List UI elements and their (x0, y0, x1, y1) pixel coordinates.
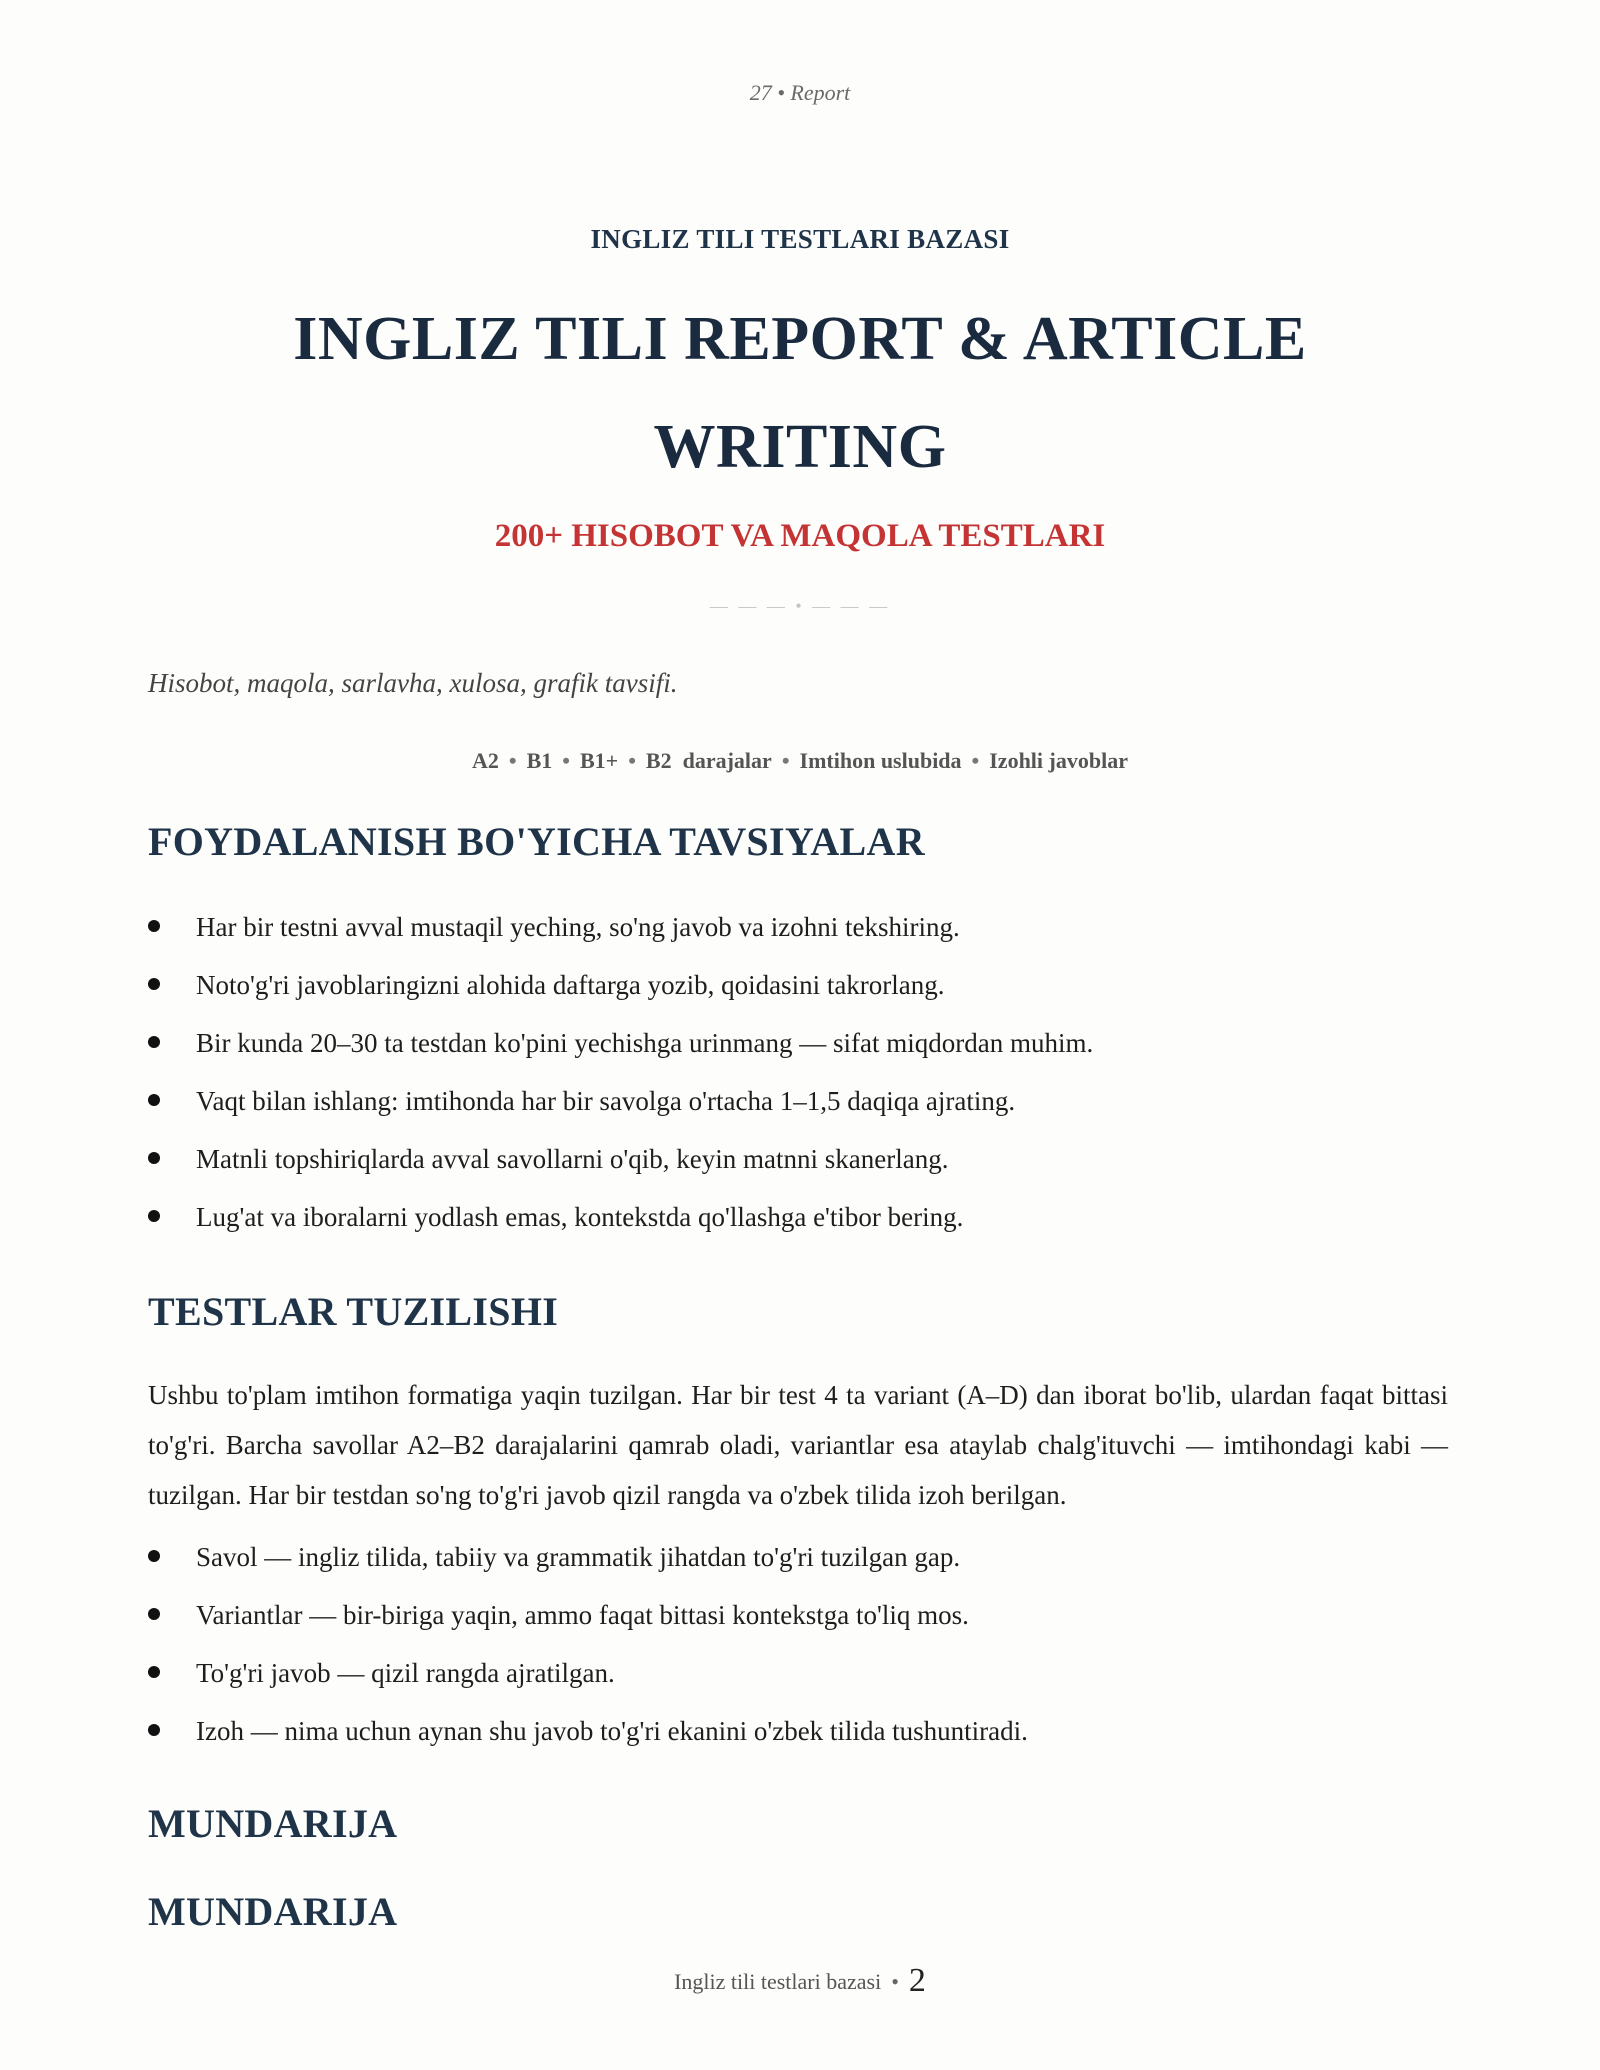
list-item (148, 1528, 1458, 1586)
meta-item: B1+ (580, 748, 619, 773)
section-heading-contents: MUNDARIJA (148, 1801, 398, 1846)
list-item-text: Lug'at va iboralarni yodlash emas, kontekstda qo'llashga e'tibor bering. (196, 1202, 964, 1232)
bullet-icon (148, 1152, 160, 1164)
cover-kicker: INGLIZ TILI TESTLARI BAZASI (590, 224, 1010, 254)
ornament-divider: — — — • — — — (709, 596, 891, 616)
meta-item: Izohli javoblar (989, 748, 1128, 773)
bullet-icon (148, 1608, 160, 1620)
bullet-icon (148, 920, 160, 932)
structure-list (148, 1528, 1458, 1760)
list-item-text: Matnli topshiriqlarda avval savollarni o'qib, keyin matnni skanerlang. (196, 1144, 949, 1174)
list-item (148, 1188, 1458, 1246)
section-heading-contents-repeat: MUNDARIJA (148, 1889, 398, 1934)
meta-separator: • (781, 748, 790, 773)
footer-separator: • (891, 1969, 899, 1994)
meta-separator: • (971, 748, 980, 773)
section-heading-structure: TESTLAR TUZILISHI (148, 1289, 559, 1334)
meta-item: Imtihon uslubida (799, 748, 962, 773)
list-item (148, 1130, 1458, 1188)
meta-item: A2 (472, 748, 499, 773)
meta-item: B1 (526, 748, 553, 773)
page-footer (0, 1962, 1600, 2000)
list-item-text: Izoh — nima uchun aynan shu javob to'g'ri ekanini o'zbek tilida tushuntiradi. (196, 1716, 1028, 1746)
lead-text: Hisobot, maqola, sarlavha, xulosa, grafik tavsifi. (148, 668, 678, 698)
list-item-text: To'g'ri javob — qizil rangda ajratilgan. (196, 1658, 615, 1688)
list-item (148, 1702, 1458, 1760)
list-item (148, 956, 1458, 1014)
list-item-text: Savol — ingliz tilida, tabiiy va grammatik jihatdan to'g'ri tuzilgan gap. (196, 1542, 961, 1572)
list-item-text: Noto'g'ri javoblaringizni alohida daftarga yozib, qoidasini takrorlang. (196, 970, 945, 1000)
cover-subtitle: 200+ HISOBOT VA MAQOLA TESTLARI (494, 518, 1106, 554)
structure-paragraph: Ushbu to'plam imtihon formatiga yaqin tuzilgan. Har bir test 4 ta variant (A–D) dan iborat bo'lib, ulardan faqat bittasi to'g'ri. Barcha savollar A2–B2 darajalarini qamrab oladi, variantlar esa ataylab chalg'ituvchi — imtihondagi kabi — tuzilgan. Har bir testdan so'ng to'g'ri javob qizil rangda va o'zbek tilida izoh berilgan. (148, 1380, 1448, 1510)
bullet-icon (148, 1094, 160, 1106)
meta-separator: • (628, 748, 636, 773)
list-item (148, 898, 1458, 956)
footer-label: Ingliz tili testlari bazasi (674, 1969, 882, 1994)
main-title-line-2: WRITING (653, 413, 947, 481)
bullet-icon (148, 1036, 160, 1048)
meta-separator: • (508, 748, 517, 773)
list-item (148, 1586, 1458, 1644)
section-heading-tips: FOYDALANISH BO'YICHA TAVSIYALAR (148, 819, 925, 864)
list-item (148, 1072, 1458, 1130)
meta-separator: • (562, 748, 570, 773)
meta-item: B2 darajalar (645, 748, 772, 773)
bullet-icon (148, 1550, 160, 1562)
main-title-line-1: INGLIZ TILI REPORT & ARTICLE (293, 305, 1307, 373)
page-number: 2 (908, 1962, 926, 1999)
list-item (148, 1644, 1458, 1702)
list-item-text: Bir kunda 20–30 ta testdan ko'pini yechishga urinmang — sifat miqdordan muhim. (196, 1028, 1094, 1058)
list-item-text: Har bir testni avval mustaqil yeching, so'ng javob va izohni tekshiring. (196, 912, 960, 942)
list-item-text: Vaqt bilan ishlang: imtihonda har bir savolga o'rtacha 1–1,5 daqiqa ajrating. (196, 1086, 1016, 1116)
level-meta-line (0, 748, 1600, 774)
bullet-icon (148, 978, 160, 990)
running-head: 27 • Report (749, 80, 851, 105)
bullet-icon (148, 1666, 160, 1678)
list-item (148, 1014, 1458, 1072)
bullet-icon (148, 1210, 160, 1222)
list-item-text: Variantlar — bir-biriga yaqin, ammo faqat bittasi kontekstga to'liq mos. (196, 1600, 969, 1630)
main-title (0, 285, 1600, 501)
bullet-icon (148, 1724, 160, 1736)
tips-list (148, 898, 1458, 1246)
